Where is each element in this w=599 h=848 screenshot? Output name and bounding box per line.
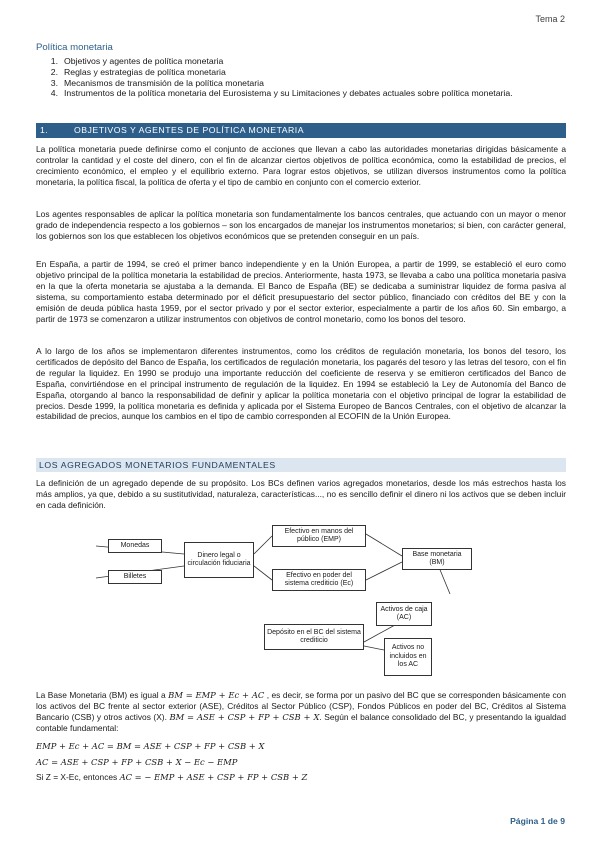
formula-ac: AC = ASE + CSP + FP + CSB + X − Ec − EMP [36, 757, 238, 767]
diagram-box-base-monetaria: Base monetaria (BM) [402, 548, 472, 570]
section-1-heading: 1. OBJETIVOS Y AGENTES DE POLÍTICA MONETARIA [36, 123, 566, 138]
document-title: Política monetaria [36, 42, 113, 53]
monetary-base-diagram [36, 520, 566, 680]
page-number: Página 1 de 9 [510, 816, 565, 826]
diagram-box-deposito-bc: Depósito en el BC del sistema crediticio [264, 624, 364, 650]
toc-item: 3. Mecanismos de transmisión de la política monetaria [50, 77, 264, 88]
diagram-box-efectivo-ec: Efectivo en poder del sistema crediticio (Ec) [272, 569, 366, 591]
toc-item: 4. Instrumentos de la política monetaria del Eurosistema y su Limitaciones y debates actuales sobre política monetaria. [50, 88, 513, 99]
header-tema: Tema 2 [535, 14, 565, 24]
diagram-box-dinero-legal: Dinero legal o circulación fiduciaria [184, 542, 254, 578]
paragraph: La política monetaria puede definirse como el conjunto de acciones que llevan a cabo las autoridades monetarias dirigidas básicamente a controlar la cantidad y el coste del dinero, con el fin de alcanzar ciertos objetivos de política económica, como la estabilidad de precios, el crecimiento económico, el empleo y el equilibrio externo. Para lograr estos objetivos, se utilizan diversos instrumentos como la política monetaria, la política fiscal, la política de oferta y el tipo de cambio en conjunto con el comercio exterior. [36, 144, 566, 187]
diagram-box-efectivo-publico: Efectivo en manos del público (EMP) [272, 525, 366, 547]
diagram-box-monedas: Monedas [108, 539, 162, 553]
paragraph: En España, a partir de 1994, se creó el primer banco independiente y en la Unión Europea, a partir de 1999, se estableció el euro como objetivo principal de la política monetaria la estabilidad de precios. Anteriormente, hasta 1973, se llevaba a cabo una política monetaria pasiva en la que la oferta monetaria se ajustaba a la demanda. El Banco de España (BE) se dedicaba a suministrar liquidez de forma pasiva al sistema, su comportamiento estaba determinado por el déficit presupuestario del sector público, financiado con créditos del BE y con la emisión de deuda pública hasta 1959, por el sector privado y por el sector exterior, especialmente a partir de los años 60. Sin embargo, a partir de 1973 se comenzaron a utilizar instrumentos con objetivos de control monetario, como los bonos del tesoro. [36, 259, 566, 324]
diagram-box-activos-caja: Activos de caja (AC) [376, 602, 432, 626]
diagram-box-activos-no: Activos no incluidos en los AC [384, 638, 432, 676]
toc-item: 1. Objetivos y agentes de política monetaria [50, 56, 224, 66]
section-2-heading: LOS AGREGADOS MONETARIOS FUNDAMENTALES [36, 458, 566, 472]
formula-z: Si Z = X-Ec, entonces AC = − EMP + ASE + CSP + FP + CSB + Z [36, 772, 308, 782]
paragraph-base-monetaria: La Base Monetaria (BM) es igual a BM = EMP + Ec + AC , es decir, se forma por un pasivo del BC que se corresponden básicamente con los activos del BC frente al sector exterior (ASE), Créditos al Sector Público (CSP), Fondos Públicos en poder del BC, Créditos al Sistema Bancario (CSB) y otros activos (X). BM = ASE + CSP + FP + CSB + X. Según el balance consolidado del BC, y presentando la igualdad contable fundamental: [36, 690, 566, 733]
table-of-contents [36, 56, 566, 99]
toc-item: 2. Reglas y estrategias de política monetaria [50, 66, 226, 77]
diagram-box-billetes: Billetes [108, 570, 162, 584]
paragraph: Los agentes responsables de aplicar la política monetaria son fundamentalmente los bancos centrales, que actuando con un mayor o menor grado de independencia respecto a los gobiernos – son los encargados de manejar los instrumentos monetarios; si bien, con carácter general, los gobiernos son los que establecen los objetivos económicos que se pretenden conseguir en un país. [36, 209, 566, 241]
formula-identity: EMP + Ec + AC = BM = ASE + CSP + FP + CSB + X [36, 741, 265, 751]
paragraph: A lo largo de los años se implementaron diferentes instrumentos, como los créditos de regulación monetaria, los bonos del tesoro, los certificados de depósito del Banco de España, los certificados de regulación monetaria, los pagarés del tesoro y las letras del tesoro, con el fin de regular la liquidez. En 1990 se produjo una importante reducción del coeficiente de reserva y se emitieron certificados del Banco de España, convirtiéndose en el principal instrumento de regulación de la liquidez. En 1994 se estableció la Ley de Autonomía del Banco de España, otorgando al banco la responsabilidad de definir y aplicar la política monetaria con el objetivo principal de lograr la estabilidad de precios. Desde 1999, la política monetaria es definida y aplicada por el Sistema Europeo de Bancos Centrales, con el objetivo de alcanzar la estabilidad de precios, aunque los cambios en el tipo de cambio corresponden al ECOFIN de la Unión Europea. [36, 346, 566, 422]
paragraph: La definición de un agregado depende de su propósito. Los BCs definen varios agregados monetarios, desde los más estrechos hasta los más amplios, ya que, debido a su sustitutividad, naturaleza, características..., no es sencillo definir el dinero ni los activos que se deben incluir en cada definición. [36, 478, 566, 510]
